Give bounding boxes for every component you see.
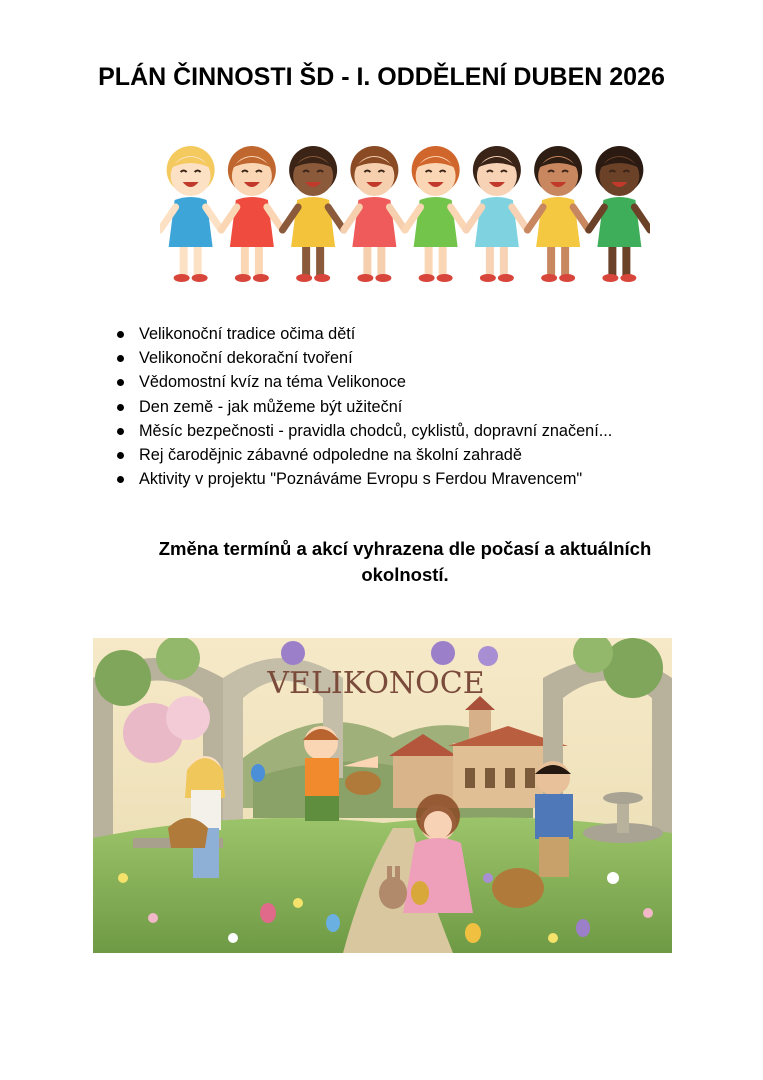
easter-garden-illustration bbox=[93, 638, 672, 953]
child-figure bbox=[466, 146, 527, 282]
list-item: Velikonoční tradice očima dětí bbox=[116, 322, 612, 346]
children-holding-hands-illustration bbox=[160, 132, 650, 287]
schedule-change-notice: Změna termínů a akcí vyhrazena dle počasí a aktuálních okolností. bbox=[158, 538, 652, 585]
list-item: Den země - jak můžeme být užiteční bbox=[116, 395, 612, 419]
child-figure bbox=[405, 146, 466, 282]
child-figure bbox=[160, 146, 221, 282]
child-figure bbox=[283, 146, 344, 282]
velikonoce-banner-text: VELIKONOCE bbox=[267, 666, 485, 701]
child-figure bbox=[589, 146, 650, 282]
activity-list bbox=[116, 322, 612, 491]
list-item: Měsíc bezpečnosti - pravidla chodců, cyklistů, dopravní značení... bbox=[116, 419, 612, 443]
child-figure bbox=[528, 146, 589, 282]
list-item: Rej čarodějnic zábavné odpoledne na školní zahradě bbox=[116, 443, 612, 467]
list-item: Aktivity v projektu "Poznáváme Evropu s Ferdou Mravencem" bbox=[116, 467, 612, 491]
page-title: PLÁN ČINNOSTI ŠD - I. ODDĚLENÍ DUBEN 2026 bbox=[98, 63, 665, 91]
list-item: Velikonoční dekorační tvoření bbox=[116, 346, 612, 370]
child-figure bbox=[344, 146, 405, 282]
list-item: Vědomostní kvíz na téma Velikonoce bbox=[116, 370, 612, 394]
child-figure bbox=[221, 146, 282, 282]
